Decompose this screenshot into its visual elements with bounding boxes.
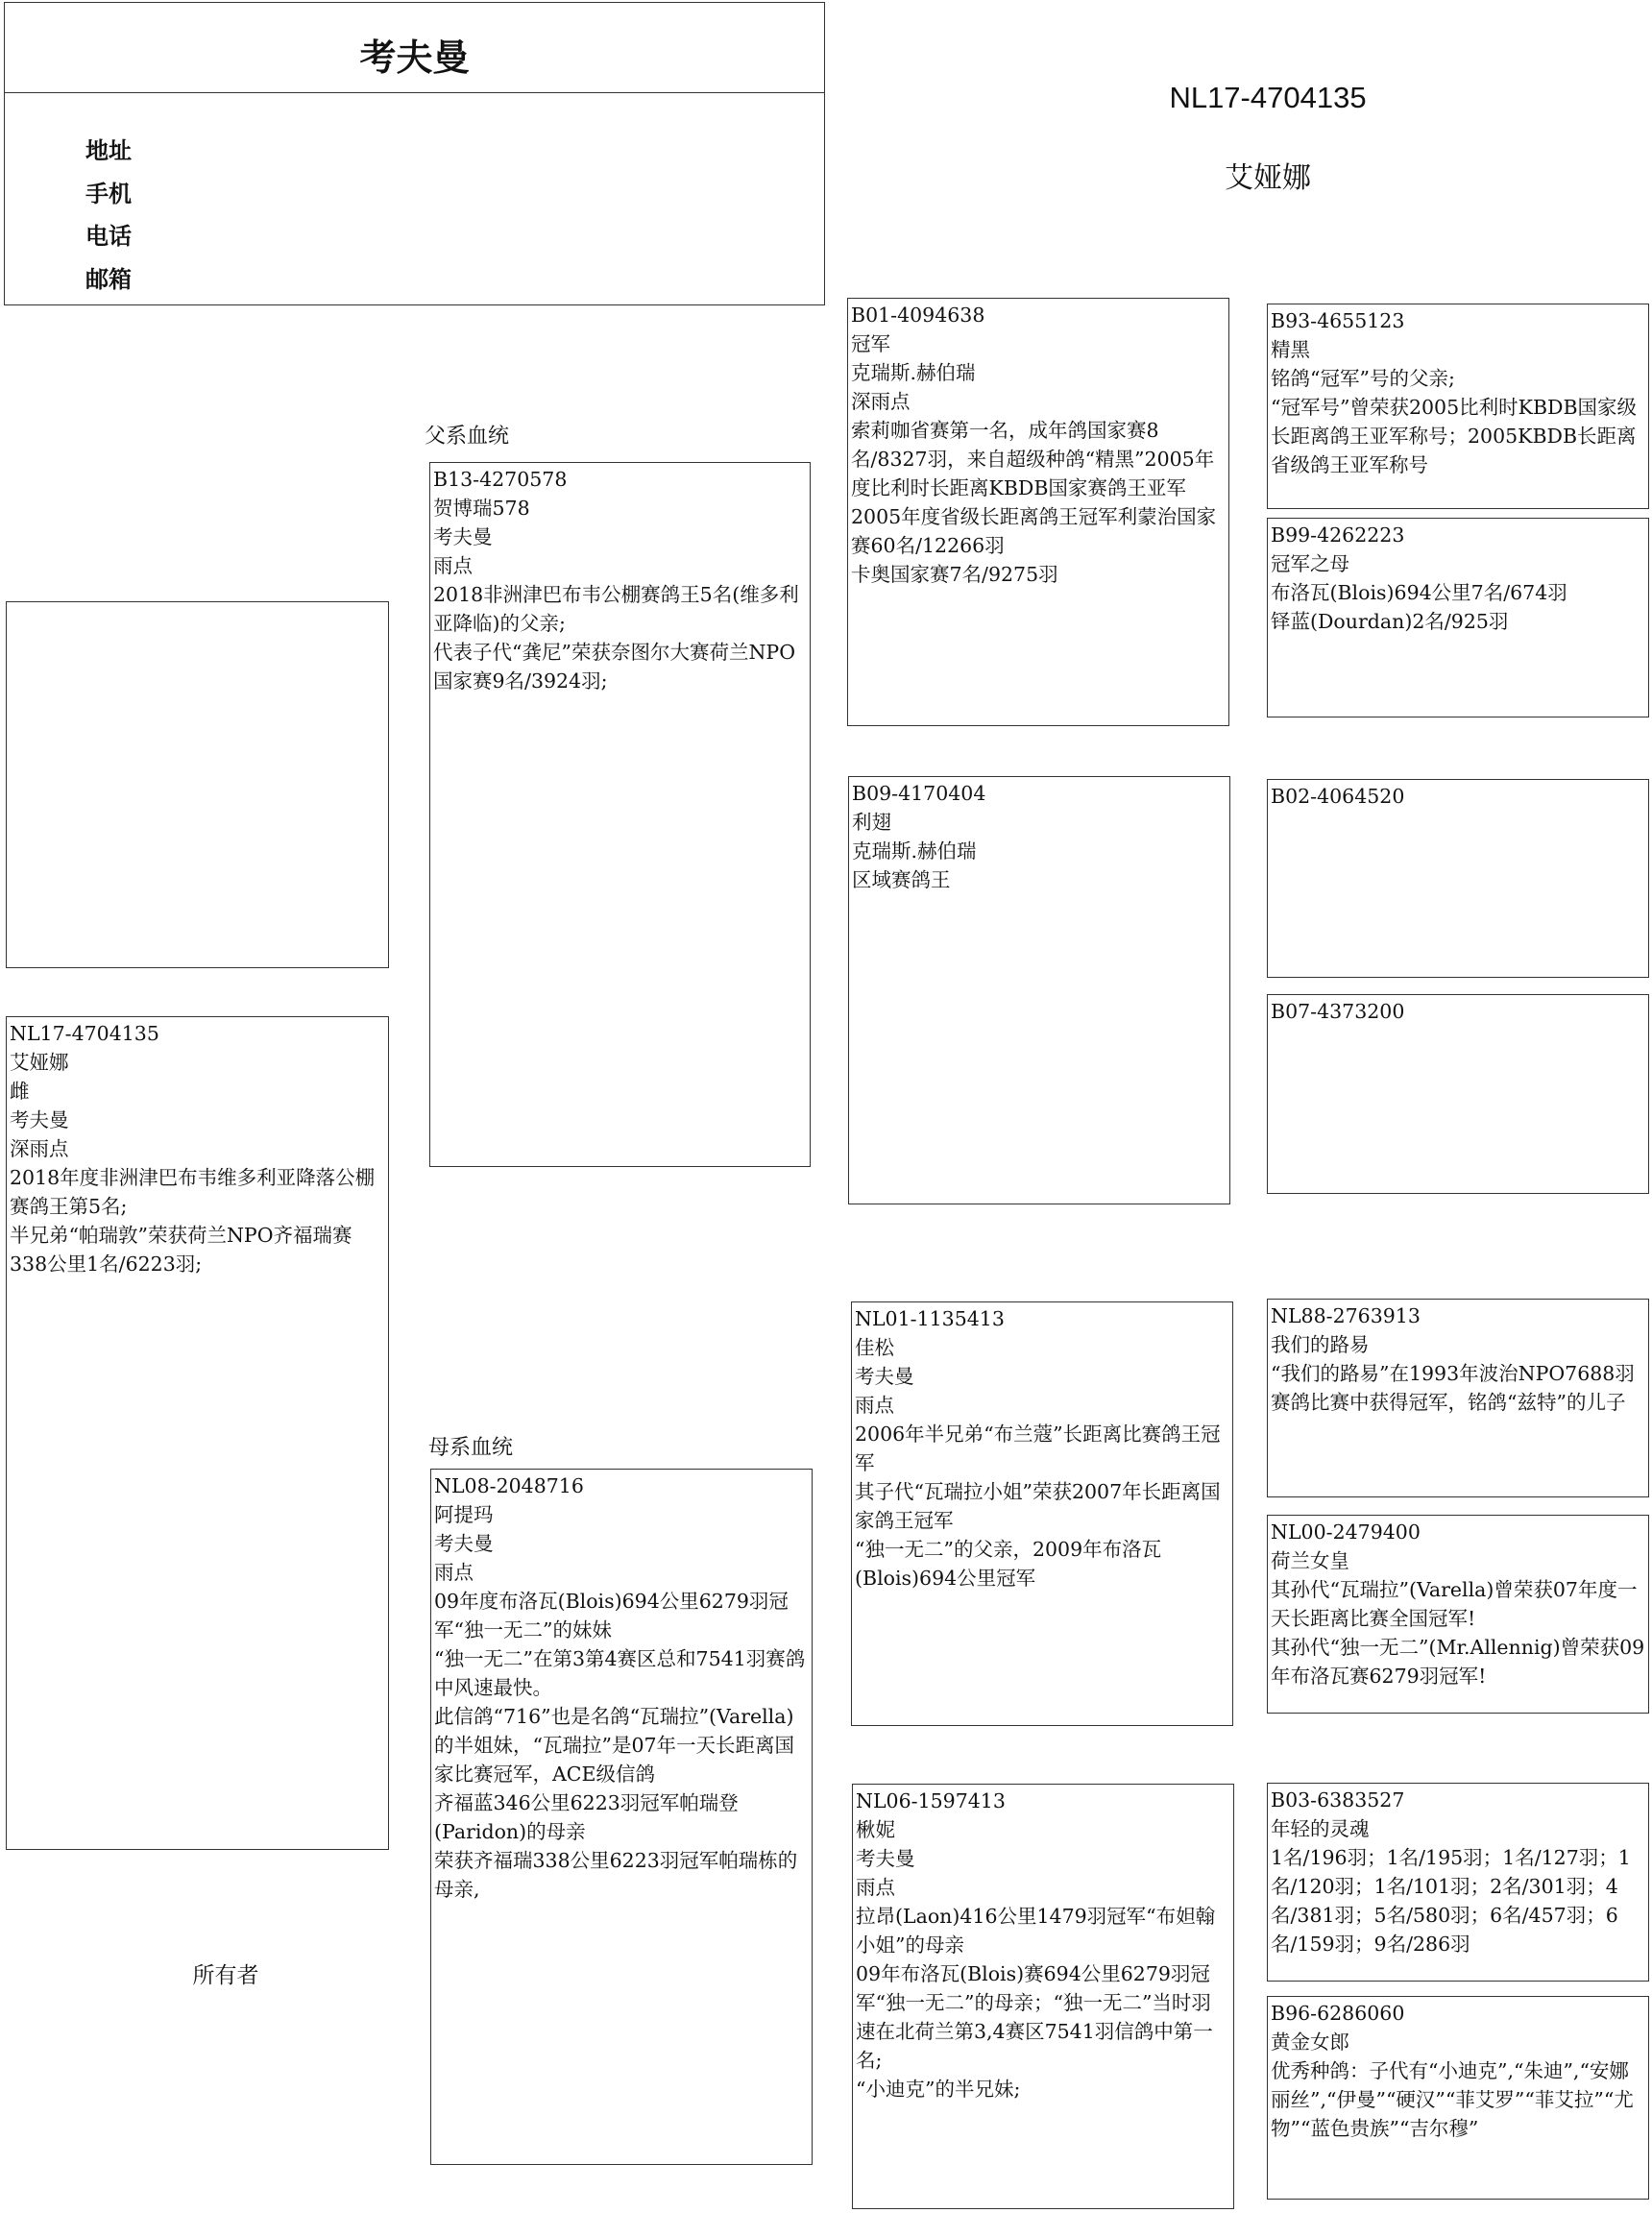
pedigree-card-sire-sire: [847, 298, 1229, 726]
ring-number: B07-4373200: [1271, 1000, 1405, 1023]
card-line: 佳松: [855, 1336, 894, 1359]
card-line: 2006年半兄弟“布兰蔻”长距离比赛鸽王冠军: [855, 1423, 1221, 1474]
pedigree-card-dam-sire: [851, 1301, 1233, 1726]
ring-number: B02-4064520: [1271, 785, 1405, 808]
card-line: 荣获齐福瑞338公里6223羽冠军帕瑞栋的母亲,: [434, 1849, 798, 1901]
card-line: 克瑞斯.赫伯瑞: [851, 361, 976, 384]
card-line: 考夫曼: [433, 525, 493, 548]
card-line: “独一无二”在第3第4赛区总和7541羽赛鸽中风速最快。: [434, 1647, 806, 1699]
card-line: 黄金女郎: [1271, 2031, 1349, 2054]
pedigree-card-sire: [429, 462, 811, 1167]
card-line: 区域赛鸽王: [852, 868, 951, 891]
card-line: 其孙代“独一无二”(Mr.Allennig)曾荣获09年布洛瓦赛6279羽冠军!: [1271, 1636, 1645, 1688]
card-line: 2018非洲津巴布韦公棚赛鸽王5名(维多利亚降临)的父亲;: [433, 583, 799, 635]
breeder-name: 考夫曼: [359, 36, 470, 79]
ring-number: NL08-2048716: [434, 1474, 584, 1497]
ring-number: NL01-1135413: [855, 1307, 1005, 1330]
pedigree-card-ggp-6: [1267, 1515, 1649, 1714]
card-line: 贺博瑞578: [433, 497, 530, 520]
card-line: 其孙代“瓦瑞拉”(Varella)曾荣获07年度一天长距离比赛全国冠军!: [1271, 1578, 1638, 1630]
ring-number: B99-4262223: [1271, 523, 1405, 547]
card-line: “小迪克”的半兄妹;: [856, 2078, 1021, 2101]
card-line: 我们的路易: [1271, 1333, 1370, 1356]
card-line: 卡奥国家赛7名/9275羽: [851, 563, 1058, 586]
card-line: 代表子代“龚尼”荣获奈图尔大赛荷兰NPO国家赛9名/3924羽;: [433, 641, 795, 693]
card-line: 2005年度省级长距离鸽王冠军利蒙治国家赛60名/12266羽: [851, 505, 1217, 557]
card-line: 阿提玛: [434, 1503, 494, 1526]
card-line: 深雨点: [10, 1137, 69, 1160]
card-line: 2018年度非洲津巴布韦维多利亚降落公棚赛鸽王第5名;: [10, 1166, 376, 1218]
card-line: “我们的路易”在1993年波治NPO7688羽赛鸽比赛中获得冠军，铭鸽“兹特”的儿子: [1271, 1362, 1635, 1414]
card-line: 雨点: [855, 1394, 894, 1417]
card-line: 铭鸽“冠军”号的父亲;: [1271, 367, 1455, 390]
card-line: 荷兰女皇: [1271, 1549, 1349, 1572]
card-line: 09年度布洛瓦(Blois)694公里6279羽冠军“独一无二”的妹妹: [434, 1590, 789, 1642]
ring-number: NL88-2763913: [1271, 1304, 1421, 1327]
pedigree-card-ggp-5: [1267, 1299, 1649, 1497]
card-line: “冠军号”曾荣获2005比利时KBDB国家级长距离鸽王亚军称号；2005KBDB长距离省级鸽王亚军称号: [1271, 396, 1638, 476]
header-divider: [5, 92, 824, 93]
card-line: 此信鸽“716”也是名鸽“瓦瑞拉”(Varella)的半姐妹，“瓦瑞拉”是07年一天长距离国家比赛冠军，ACE级信鸽: [434, 1705, 795, 1786]
card-line: 考夫曼: [10, 1108, 69, 1131]
card-line: 铎蓝(Dourdan)2名/925羽: [1271, 610, 1509, 633]
card-line: 楸妮: [856, 1818, 895, 1841]
card-line: “独一无二”的父亲，2009年布洛瓦(Blois)694公里冠军: [855, 1538, 1162, 1590]
card-line: 克瑞斯.赫伯瑞: [852, 839, 977, 863]
maternal-label: 母系血统: [428, 1436, 514, 1460]
contact-email-label: 邮箱: [85, 265, 132, 293]
contact-mobile-label: 手机: [85, 180, 132, 207]
owner-label: 所有者: [192, 1963, 259, 1988]
card-line: 冠军: [851, 332, 890, 355]
contact-phone-label: 电话: [85, 223, 132, 250]
pedigree-card-subject: [6, 1016, 389, 1850]
pedigree-card-ggp-1: [1267, 304, 1649, 509]
main-ring-number: NL17-4704135: [1169, 81, 1367, 114]
paternal-label: 父系血统: [425, 425, 510, 449]
card-line: 优秀种鸽：子代有“小迪克”,“朱迪”,“安娜丽丝”,“伊曼”“硬汉”“菲艾罗”“菲艾拉”“尤物”“蓝色贵族”“吉尔穆”: [1271, 2059, 1634, 2140]
card-line: 雨点: [433, 554, 473, 577]
card-line: 考夫曼: [855, 1365, 914, 1388]
pedigree-card-dam-dam: [852, 1784, 1234, 2209]
ring-number: B03-6383527: [1271, 1788, 1405, 1812]
card-line: 09年布洛瓦(Blois)赛694公里6279羽冠军“独一无二”的母亲；“独一无二”当时羽速在北荷兰第3,4赛区7541羽信鸽中第一名;: [856, 1962, 1213, 2072]
breeder-header: [4, 2, 825, 305]
pedigree-card-ggp-4: [1267, 994, 1649, 1194]
card-line: 齐福蓝346公里6223羽冠军帕瑞登(Paridon)的母亲: [434, 1791, 739, 1843]
card-line: 深雨点: [851, 390, 911, 413]
card-line: 艾娅娜: [10, 1051, 69, 1074]
ring-number: B13-4270578: [433, 468, 568, 491]
main-bird-name: 艾娅娜: [1225, 161, 1311, 195]
ring-number: B96-6286060: [1271, 2002, 1405, 2025]
pedigree-card-ggp-8: [1267, 1996, 1649, 2200]
card-line: 索莉咖省赛第一名，成年鸽国家赛8名/8327羽，来自超级种鸽“精黑”2005年度比利时长距离KBDB国家赛鸽王亚军: [851, 419, 1215, 499]
card-line: 雌: [10, 1080, 30, 1103]
card-line: 1名/196羽；1名/195羽；1名/127羽；1名/120羽；1名/101羽；2名/301羽；4名/381羽；5名/580羽；6名/457羽；6名/159羽；9名/286羽: [1271, 1846, 1631, 1956]
pedigree-card-ggp-2: [1267, 518, 1649, 717]
ring-number: B01-4094638: [851, 304, 985, 327]
contact-address-label: 地址: [85, 137, 132, 164]
card-line: 精黑: [1271, 338, 1310, 361]
contact-list: [85, 130, 132, 301]
ring-number: NL06-1597413: [856, 1789, 1006, 1812]
card-line: 年轻的灵魂: [1271, 1817, 1370, 1840]
card-line: 利翅: [852, 811, 891, 834]
card-line: 其子代“瓦瑞拉小姐”荣获2007年长距离国家鸽王冠军: [855, 1480, 1221, 1532]
card-line: 考夫曼: [434, 1532, 494, 1555]
ring-number: NL17-4704135: [10, 1022, 159, 1045]
pedigree-card-ggp-7: [1267, 1783, 1649, 1982]
card-line: 雨点: [434, 1561, 474, 1584]
card-line: 布洛瓦(Blois)694公里7名/674羽: [1271, 581, 1567, 604]
photo-frame: [6, 601, 389, 968]
ring-number: B09-4170404: [852, 782, 986, 805]
ring-number: B93-4655123: [1271, 309, 1405, 332]
pedigree-card-sire-dam: [848, 776, 1230, 1204]
pedigree-card-dam: [430, 1469, 813, 2165]
pedigree-card-ggp-3: [1267, 779, 1649, 978]
card-line: 半兄弟“帕瑞敦”荣获荷兰NPO齐福瑞赛338公里1名/6223羽;: [10, 1224, 352, 1276]
card-line: 雨点: [856, 1876, 895, 1899]
ring-number: NL00-2479400: [1271, 1520, 1421, 1544]
card-line: 拉昂(Laon)416公里1479羽冠军“布妲翰小姐”的母亲: [856, 1905, 1216, 1957]
card-line: 考夫曼: [856, 1847, 915, 1870]
card-line: 冠军之母: [1271, 552, 1349, 575]
